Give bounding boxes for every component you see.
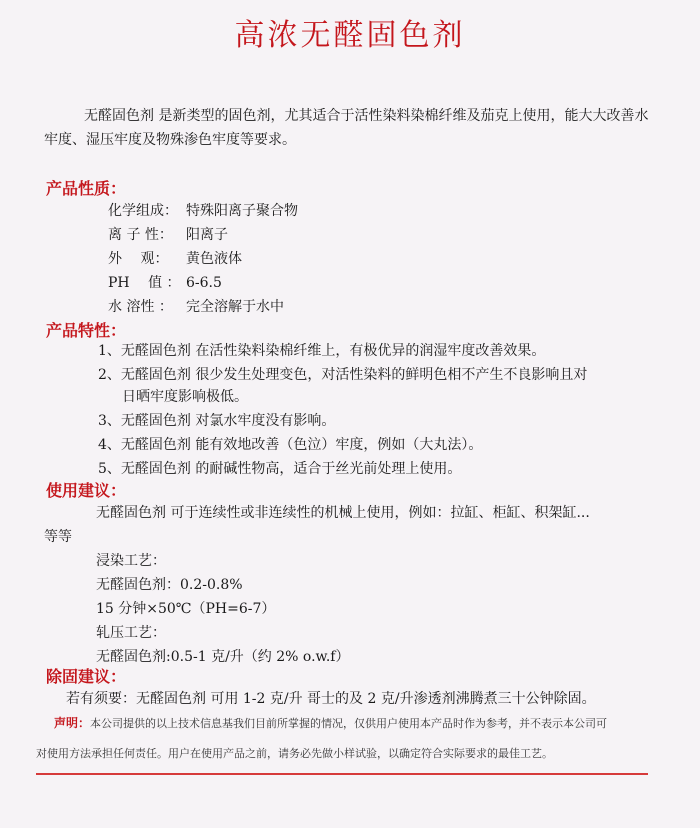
property-label: 离 子 性：: [108, 227, 173, 243]
disclaimer: [36, 708, 666, 769]
features-heading: 产品特性：: [46, 321, 127, 340]
property-value: 6-6.5: [186, 275, 222, 291]
removal-text: 若有须要：无醛固色剂 可用 1-2 克/升 哥士的及 2 克/升渗透剂沸腾煮三十公钟除固。: [66, 691, 596, 707]
footer-divider: [36, 773, 648, 775]
property-value: 黄色液体: [186, 251, 242, 267]
dyeing-process-title: 浸染工艺：: [96, 553, 166, 569]
intro-paragraph: 无醛固色剂 是新类型的固色剂，尤其适合于活性染料染棉纤维及茄克上使用，能大大改善水牢度、湿压牢度及物殊渗色牢度等要求。: [44, 108, 649, 148]
usage-text-continued: 等等: [44, 529, 72, 545]
property-value: 特殊阳离子聚合物: [186, 203, 298, 219]
padding-process-title: 轧压工艺：: [96, 625, 166, 641]
property-row: [108, 272, 222, 292]
padding-process-dose: 无醛固色剂:0.5-1 克/升（约 2% o.w.f）: [96, 649, 350, 665]
dyeing-process-dose: 无醛固色剂：0.2-0.8%: [96, 577, 243, 593]
feature-item: 2、无醛固色剂 很少发生处理变色，对活性染料的鲜明色相不产生不良影响且对: [98, 367, 588, 383]
property-row: [108, 248, 242, 268]
usage-text: 无醛固色剂 可于连续性或非连续性的机械上使用，例如：拉缸、柜缸、积架缸...: [96, 505, 590, 521]
feature-item: 4、无醛固色剂 能有效地改善（色泣）牢度，例如（大丸法）。: [98, 437, 483, 453]
document-title: 高浓无醛固色剂: [234, 18, 466, 53]
property-value: 完全溶解于水中: [186, 299, 284, 315]
disclaimer-line: 对使用方法承担任何责任。用户在使用产品之前，请务必先做小样试验，以确定符合实际要求的最佳工艺。: [36, 747, 553, 760]
feature-item: 日晒牢度影响极低。: [122, 389, 248, 405]
removal-heading: 除固建议：: [46, 667, 127, 686]
property-label: PH 值 ：: [108, 275, 181, 291]
dyeing-process-conditions: 15 分钟×50℃（PH=6-7）: [96, 601, 276, 617]
disclaimer-label: 声明：: [54, 716, 91, 730]
feature-item: 3、无醛固色剂 对氯水牢度没有影响。: [98, 413, 336, 429]
property-value: 阳离子: [186, 227, 228, 243]
feature-item: 1、无醛固色剂 在活性染料染棉纤维上，有极优异的润湿牢度改善效果。: [98, 343, 546, 359]
usage-heading: 使用建议：: [46, 481, 127, 500]
property-label: 外 观：: [108, 251, 169, 267]
property-label: 水 溶性 ：: [108, 299, 173, 315]
feature-item: 5、无醛固色剂 的耐碱性物高，适合于丝光前处理上使用。: [98, 461, 462, 477]
property-label: 化学组成：: [108, 203, 178, 219]
property-row: [108, 200, 298, 220]
properties-heading: 产品性质：: [46, 179, 127, 198]
property-row: [108, 224, 228, 244]
property-row: [108, 296, 284, 316]
disclaimer-line: 本公司提供的以上技术信息基我们目前所掌握的情况，仅供用户使用本产品时作为参考，并不表示本公司可: [90, 717, 608, 730]
